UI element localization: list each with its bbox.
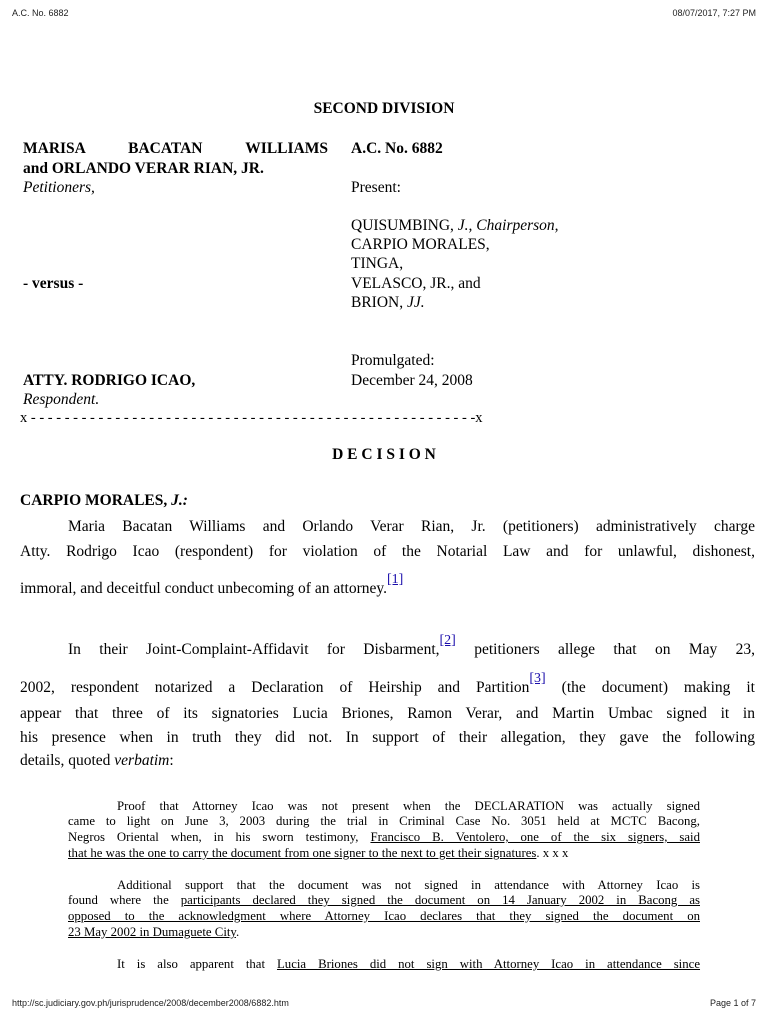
quote1-line2: came to light on June 3, 2003 during the trial in Criminal Case No. 3051 held at MCTC Bacong, xyxy=(68,814,700,828)
para2-line1 xyxy=(68,633,755,659)
para2-line1a: In their Joint-Complaint-Affidavit for Disbarment, xyxy=(68,641,440,658)
para2-line2 xyxy=(20,671,755,697)
para1-line3 xyxy=(20,572,755,598)
justice-quisumbing xyxy=(351,217,559,235)
para2-line5 xyxy=(20,752,755,770)
case-number: A.C. No. 6882 xyxy=(351,140,443,157)
quote1-line4a: that he was the one to carry the document from one signer to the next to get their signatures xyxy=(68,846,537,860)
para2-line1b: petitioners allege that on May 23, xyxy=(455,641,755,658)
quote2-line4b: . xyxy=(236,925,240,939)
quote1-line3 xyxy=(68,830,700,845)
para2-line5b: verbatim xyxy=(114,752,170,769)
justice-velasco: VELASCO, JR., and xyxy=(351,275,481,292)
quote2-line3 xyxy=(68,909,700,924)
para1-line3-text: immoral, and deceitful conduct unbecoming of an attorney. xyxy=(20,580,387,597)
justice1-name: QUISUMBING, xyxy=(351,217,454,234)
petitioners-line2: and ORLANDO VERAR RIAN, JR. xyxy=(23,160,264,177)
quote2-line1: Additional support that the document was not signed in attendance with Attorney Icao is xyxy=(117,878,700,892)
quote2-line4a: 23 May 2002 in Dumaguete City xyxy=(68,925,236,939)
footnote-link-1[interactable]: [1] xyxy=(387,572,404,587)
justice1-title: J., Chairperson, xyxy=(457,217,559,234)
justice5-name: BRION, xyxy=(351,294,404,311)
versus-label xyxy=(23,275,83,293)
decision-title: D E C I S I O N xyxy=(332,446,436,463)
para2-line5a: details, quoted xyxy=(20,752,115,769)
print-header-title: A.C. No. 6882 xyxy=(12,8,69,18)
footnote-link-3[interactable]: [3] xyxy=(529,671,546,686)
ponente-name: CARPIO MORALES, xyxy=(20,492,168,509)
quote1-line3a: Negros Oriental when, in his sworn testimony, xyxy=(68,830,371,844)
print-header-timestamp: 08/07/2017, 7:27 PM xyxy=(672,8,756,18)
respondent-name: ATTY. RODRIGO ICAO, xyxy=(23,372,196,389)
footnote-link-2[interactable]: [2] xyxy=(439,633,456,648)
quote1-line3b: Francisco B. Ventolero, one of the six signers, said xyxy=(370,830,700,844)
division-heading: SECOND DIVISION xyxy=(313,100,455,117)
para2-line2b: (the document) making it xyxy=(545,679,755,696)
quote1-line4 xyxy=(68,846,700,861)
para1-line2: Atty. Rodrigo Icao (respondent) for violation of the Notarial Law and for unlawful, dishonest, xyxy=(20,543,755,560)
justice-brion xyxy=(351,294,425,312)
respondent-role: Respondent. xyxy=(23,391,100,408)
para2-line3: appear that three of its signatories Lucia Briones, Ramon Verar, and Martin Umbac signed it in xyxy=(20,705,755,722)
quote2-line2 xyxy=(68,893,700,908)
para2-line2a: 2002, respondent notarized a Declaration of Heirship and Partition xyxy=(20,679,530,696)
petitioners-line1: MARISA BACATAN WILLIAMS xyxy=(23,140,328,157)
print-footer-url[interactable]: http://sc.judiciary.gov.ph/jurisprudence/2008/december2008/6882.htm xyxy=(12,998,289,1008)
ponente xyxy=(20,492,188,510)
versus-text: - versus - xyxy=(23,275,84,292)
para2-line4: his presence when in truth they did not. In support of their allegation, they gave the following xyxy=(20,729,755,746)
petitioners-role: Petitioners, xyxy=(23,179,95,196)
quote2-line2a: found where the xyxy=(68,893,181,907)
promulgated-label: Promulgated: xyxy=(351,352,435,369)
para1-line1: Maria Bacatan Williams and Orlando Verar Rian, Jr. (petitioners) administratively charge xyxy=(68,518,755,535)
ponente-title: J.: xyxy=(171,492,188,509)
justice-carpio-morales: CARPIO MORALES, xyxy=(351,236,490,253)
present-label: Present: xyxy=(351,179,401,196)
quote1-line4b: . x x x xyxy=(536,846,569,860)
quote3-line1 xyxy=(117,957,700,972)
quote3-line1a: It is also apparent that xyxy=(117,957,277,971)
quote2-line2b: participants declared they signed the document on 14 January 2002 in Bacong as xyxy=(180,893,700,907)
promulgated-date: December 24, 2008 xyxy=(351,372,473,389)
caption-separator: x - - - - - - - - - - - - - - - - - - - - - - - - - - - - - - - - - - - - - - - - - - - - - - - - - - - - -x xyxy=(20,410,483,426)
quote3-line1b: Lucia Briones did not sign with Attorney Icao in attendance since xyxy=(276,957,701,971)
quote1-line1: Proof that Attorney Icao was not present when the DECLARATION was actually signed xyxy=(117,799,700,813)
quote2-line3-text: opposed to the acknowledgment where Attorney Icao declares that they signed the document on xyxy=(68,909,700,923)
justice-tinga: TINGA, xyxy=(351,255,404,272)
print-footer-page: Page 1 of 7 xyxy=(709,998,756,1008)
quote2-line4 xyxy=(68,925,700,940)
justice5-title: JJ. xyxy=(406,294,425,311)
para2-line5c: : xyxy=(169,752,174,769)
